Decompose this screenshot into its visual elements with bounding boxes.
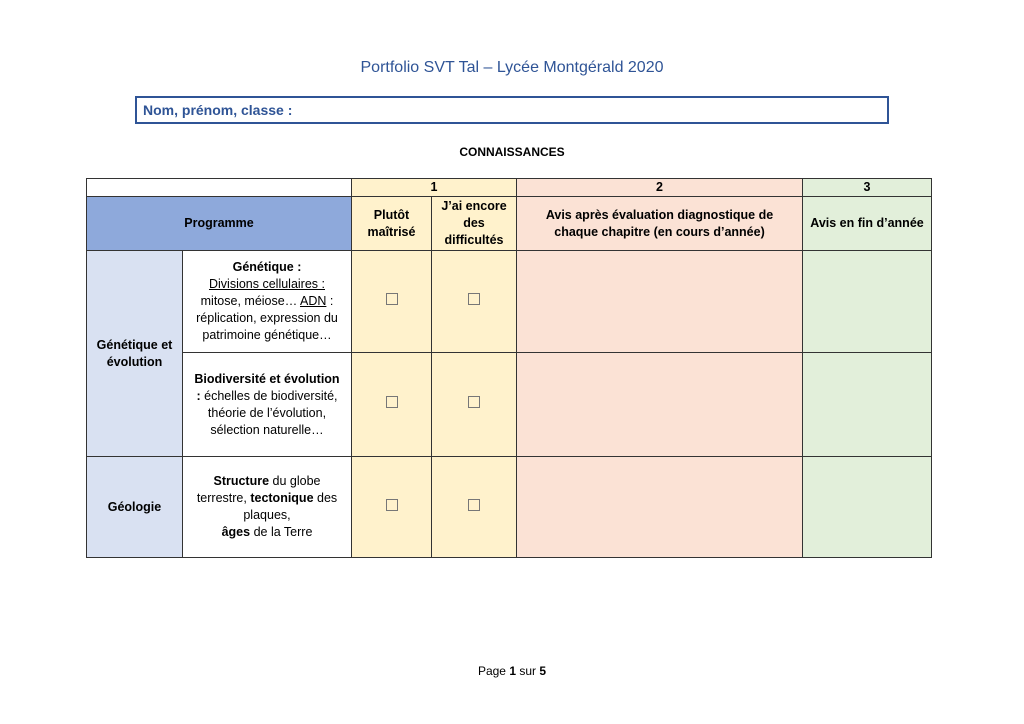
knowledge-table	[86, 178, 932, 558]
footer-total-pages: 5	[539, 664, 547, 678]
row1-bold: Génétique :	[232, 260, 302, 274]
theme-genetics-evolution: Génétique et évolution	[87, 251, 183, 457]
checkbox-difficulties-1[interactable]	[468, 293, 480, 305]
empty-header-cell	[87, 179, 352, 197]
checkbox-mastered-1[interactable]	[386, 293, 398, 305]
checkbox-difficulties-3[interactable]	[468, 499, 480, 511]
row1-underline2: ADN	[299, 294, 327, 308]
header-programme: Programme	[87, 197, 352, 251]
programme-genetics	[183, 251, 352, 353]
name-field-label: Nom, prénom, classe :	[143, 102, 293, 118]
diagnostic-cell-1[interactable]	[517, 251, 803, 353]
end-of-year-cell-3[interactable]	[803, 457, 932, 558]
row3-text2: des plaques,	[243, 491, 338, 522]
footer-prefix: Page	[477, 664, 510, 678]
row3-text3: de la Terre	[250, 525, 313, 539]
section-title: CONNAISSANCES	[459, 145, 565, 159]
row2-bold: Biodiversité et évolution :	[194, 371, 340, 403]
header-diagnostic: Avis après évaluation diagnostique de chaque chapitre (en cours d’année)	[517, 197, 803, 251]
header-difficulties: J’ai encore des difficultés	[432, 197, 517, 251]
page-footer	[0, 664, 1024, 678]
group-header-2: 2	[517, 179, 803, 197]
programme-geology	[183, 457, 352, 558]
row3-bold1: Structure	[213, 474, 270, 488]
row3-bold2: tectonique	[250, 491, 314, 505]
diagnostic-cell-3[interactable]	[517, 457, 803, 558]
group-header-1: 1	[352, 179, 517, 197]
document-title: Portfolio SVT Tal – Lycée Montgérald 2020	[360, 59, 664, 76]
row1-text2: : réplication, expression du patrimoine génétique…	[196, 294, 338, 342]
theme-geology: Géologie	[87, 457, 183, 558]
row2-text1: échelles de biodiversité, théorie de l’évolution, sélection naturelle…	[200, 388, 338, 437]
checkbox-difficulties-2[interactable]	[468, 396, 480, 408]
group-header-3: 3	[803, 179, 932, 197]
row3-text1: du globe terrestre,	[196, 474, 321, 505]
checkbox-mastered-3[interactable]	[386, 499, 398, 511]
footer-middle: sur	[516, 664, 540, 678]
header-mastered: Plutôt maîtrisé	[352, 197, 432, 251]
checkbox-mastered-2[interactable]	[386, 396, 398, 408]
end-of-year-cell-1[interactable]	[803, 251, 932, 353]
end-of-year-cell-2[interactable]	[803, 353, 932, 457]
name-field[interactable]	[135, 96, 889, 124]
programme-biodiversity	[183, 353, 352, 457]
row3-bold3: âges	[221, 525, 251, 539]
diagnostic-cell-2[interactable]	[517, 353, 803, 457]
footer-current-page: 1	[509, 664, 516, 678]
header-end-of-year: Avis en fin d’année	[803, 197, 932, 251]
row1-underline1: Divisions cellulaires :	[208, 277, 325, 291]
row1-text1: mitose, méiose…	[200, 294, 300, 308]
